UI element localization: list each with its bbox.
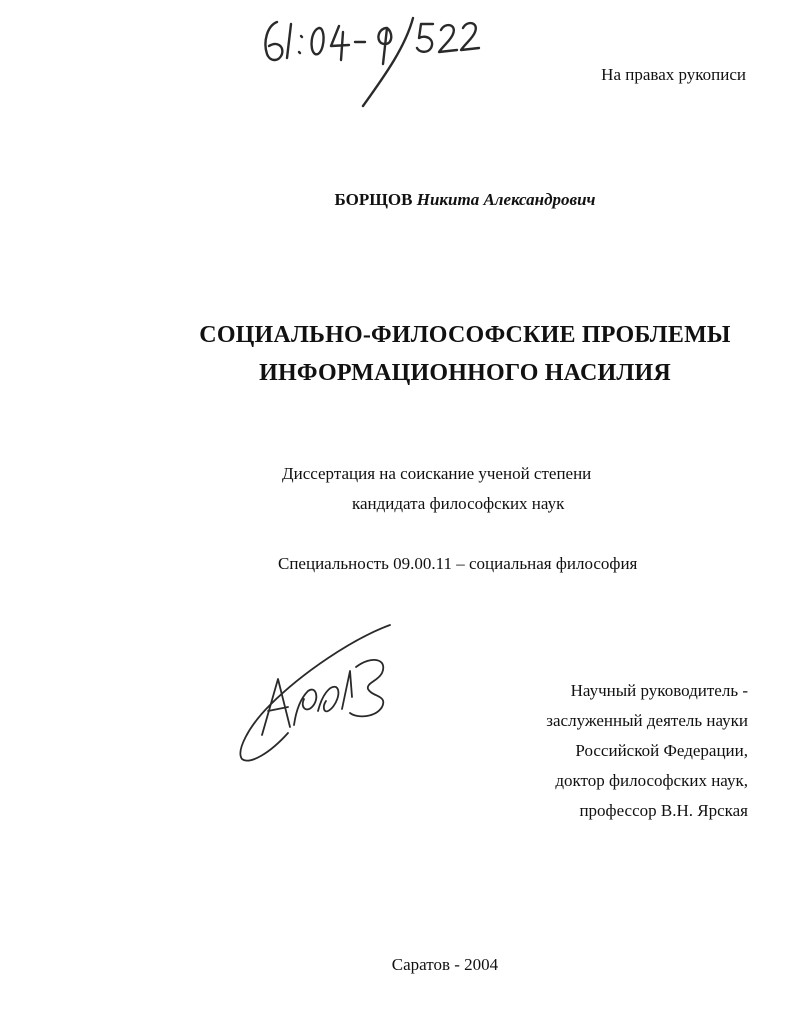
supervisor-block [480,676,748,826]
rights-note: На правах рукописи [601,65,746,84]
title-line-2: ИНФОРМАЦИОННОГО НАСИЛИЯ [259,360,671,386]
supervisor-line-5: профессор В.Н. Ярская [579,801,748,820]
handwritten-catalog-number-icon [255,8,490,108]
title-line-1: СОЦИАЛЬНО-ФИЛОСОФСКИЕ ПРОБЛЕМЫ [199,322,731,348]
degree-line-1: Диссертация на соискание ученой степени [282,464,592,483]
specialty-line: Специальность 09.00.11 – социальная философия [278,554,638,573]
supervisor-line-4: доктор философских наук, [555,771,748,790]
author-given-names: Никита Александрович [416,190,596,209]
city-year: Саратов - 2004 [391,955,499,974]
signature-icon [232,615,402,775]
author-surname: БОРЩОВ [334,190,413,209]
supervisor-line-1: Научный руководитель - [570,681,748,700]
degree-line-2: кандидата философских наук [352,494,565,513]
dissertation-title [0,316,794,392]
supervisor-line-3: Российской Федерации, [575,741,748,760]
author-name [0,190,794,210]
supervisor-line-2: заслуженный деятель науки [546,711,748,730]
